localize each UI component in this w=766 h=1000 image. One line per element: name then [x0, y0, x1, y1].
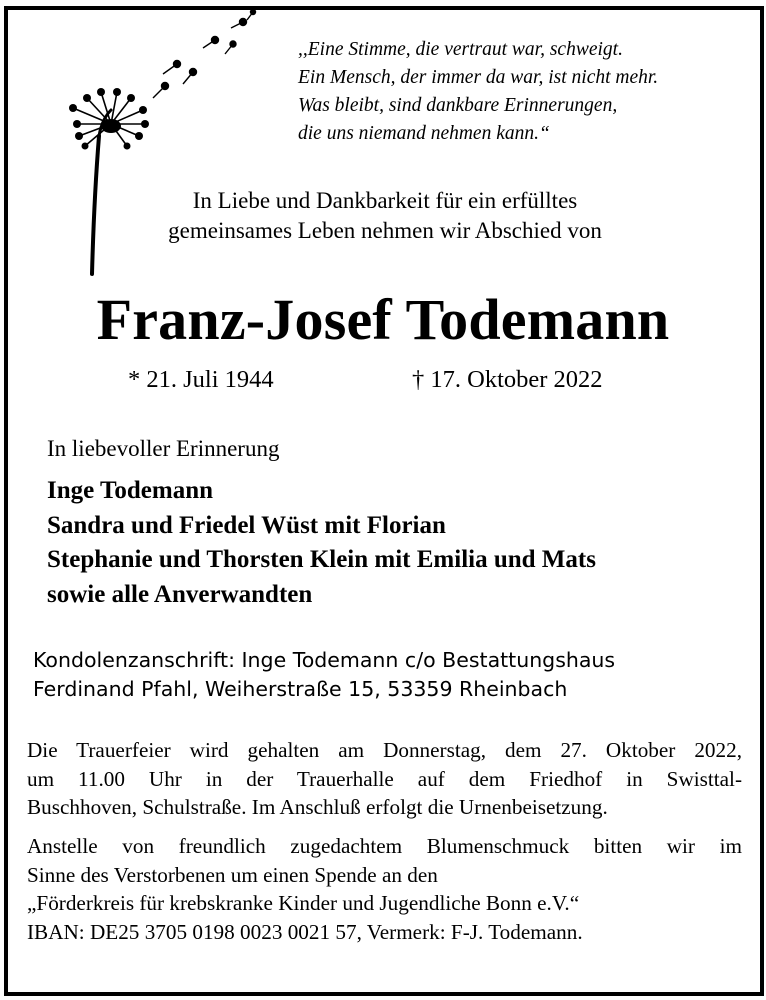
quote-line: Ein Mensch, der immer da war, ist nicht mehr. [298, 67, 659, 88]
family-member: Sandra und Friedel Wüst mit Florian [47, 511, 446, 539]
condolence-line: Kondolenzanschrift: Inge Todemann c/o Bestattungshaus [33, 648, 616, 672]
quote-block [298, 36, 658, 148]
ceremony-line: Die Trauerfeier wird gehalten am Donnerstag, dem 27. Oktober 2022, [27, 738, 742, 762]
donation-line: Sinne des Verstorbenen um einen Spende an den [27, 862, 438, 887]
quote-line: die uns niemand nehmen kann.“ [298, 123, 550, 144]
intro-line: gemeinsames Leben nehmen wir Abschied von [168, 218, 602, 243]
condolence-line: Ferdinand Pfahl, Weiherstraße 15, 53359 Rheinbach [33, 677, 568, 701]
family-list [47, 474, 596, 612]
birth-date: * 21. Juli 1944 [128, 366, 274, 393]
condolence-address [33, 646, 615, 704]
ceremony-line: um 11.00 Uhr in der Trauerhalle auf dem Friedhof in Swisttal- [27, 766, 742, 791]
intro-text [110, 186, 660, 246]
family-member: sowie alle Anverwandten [47, 580, 313, 608]
quote-line: Was bleibt, sind dankbare Erinnerungen, [298, 95, 618, 116]
death-date: † 17. Oktober 2022 [412, 366, 603, 393]
donation-notice [27, 832, 742, 946]
family-member: Stephanie und Thorsten Klein mit Emilia und Mats [47, 546, 596, 573]
donation-line: „Förderkreis für krebskranke Kinder und Jugendliche Bonn e.V.“ [27, 891, 580, 915]
ceremony-notice [27, 736, 742, 822]
memory-line: In liebevoller Erinnerung [47, 436, 280, 461]
ceremony-line: Buschhoven, Schulstraße. Im Anschluß erfolgt die Urnenbeisetzung. [27, 795, 608, 819]
family-member: Inge Todemann [47, 477, 214, 504]
donation-line: IBAN: DE25 3705 0198 0023 0021 57, Vermerk: F-J. Todemann. [27, 919, 583, 944]
donation-line: Anstelle von freundlich zugedachtem Blumenschmuck bitten wir im [27, 834, 742, 858]
quote-line: ,,Eine Stimme, die vertraut war, schweigt. [298, 39, 623, 60]
intro-line: In Liebe und Dankbarkeit für ein erfülltes [192, 188, 578, 213]
deceased-name: Franz-Josef Todemann [96, 287, 670, 352]
